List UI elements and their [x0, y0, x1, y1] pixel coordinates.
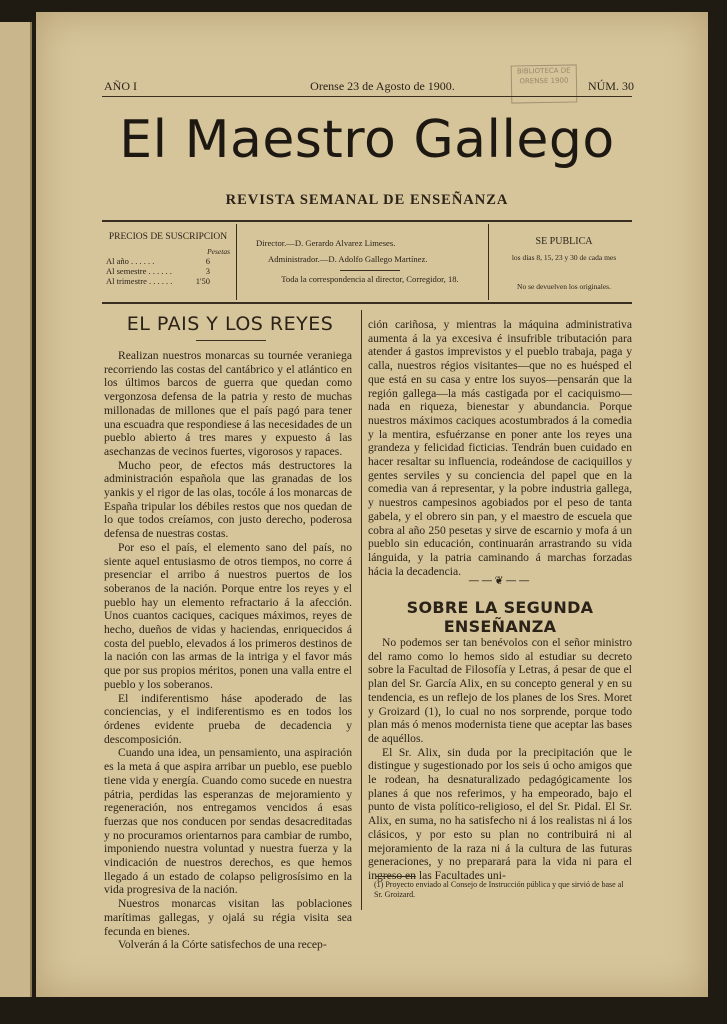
article1-paragraph: Nuestros monarcas visitan las poblaciones marítimas gallegas, y ojalá su régia visita sea fecunda en bienes. — [104, 897, 352, 938]
article2-body — [368, 636, 632, 883]
price-row — [106, 276, 230, 286]
info-top-rule — [102, 220, 632, 222]
footnote: (1) Proyecto enviado al Consejo de Instrucción pública y que sirvió de base al Sr. Groizard. — [374, 880, 624, 899]
dateline: Orense 23 de Agosto de 1900. — [310, 79, 455, 93]
price-label: Al trimestre . . . . . . — [106, 276, 173, 286]
price-row — [106, 256, 230, 266]
article1-paragraph: Por eso el país, el elemento sano del país, no siente aquel entusiasmo de otros tiempos, no corre á presenciar el arribo á nuestros puertos de los soberanos de la nación. Porque entre los reyes y el pueblo hay un elemento refractario á la afección. Unos cuantos caciques, caciques máximos, reyes de hecho, dueños de vidas y haciendas, enriquecidos á costa del pueblo, elevados á los primeros destinos de la nación con las armas de la intriga y el favor más que por sus propios méritos, ponen una valla entre el pueblo y los soberanos. — [104, 540, 352, 691]
article1-continuation — [368, 318, 632, 578]
article2-title: SOBRE LA SEGUNDA ENSEÑANZA — [406, 598, 594, 636]
issue-number: NÚM. 30 — [587, 79, 634, 93]
article1-paragraph: Volverán á la Córte satisfechos de una recep- — [118, 938, 327, 952]
subscription-prices — [106, 232, 230, 286]
masthead-subtitle: REVISTA SEMANAL DE ENSEÑANZA — [225, 192, 509, 208]
article1-paragraph: Cuando una idea, un pensamiento, una aspiración es la meta á que aspira arribar un pueblo, ese pueblo tiene vida y energía. Cuando como sucede en nuestra pátria, perdidas las esperanzas de mejoramiento y regeneración, nos entregamos vencidos á esas fuerzas que nos conducen por sendas desacreditadas y no procuramos orientarnos para cambiar de rumbo, imponiendo nuestra voluntad y nuestra fuerza y la vindicación de nuestros derechos, es que hemos llegado á un estado de colapso peligrosísimo en la vida progresiva de la nación. — [104, 746, 352, 897]
article1-title: EL PAIS Y LOS REYES — [126, 313, 334, 335]
article1-paragraph: Mucho peor, de efectos más destructores la administración española que las granadas de los yankis y el rigor de las olas, tocóle á los monarcas de España tripular los débiles restos que nos quedan de lo que todos creíamos, con justo derecho, poderosa defensa de nuestras costas. — [104, 458, 352, 541]
article1-body — [104, 349, 352, 952]
price-label: Al semestre . . . . . . — [106, 266, 172, 276]
newspaper-page — [36, 12, 708, 997]
adjacent-page-edge — [0, 22, 32, 997]
price-value: 3 — [205, 266, 210, 276]
section-ornament: ——❦—— — [468, 574, 532, 587]
info-bottom-rule — [102, 302, 632, 304]
staff-info — [256, 238, 484, 284]
staff-separator — [340, 270, 400, 271]
prices-title: PRECIOS DE SUSCRIPCION — [108, 232, 228, 242]
administrator-line: Administrador.—D. Adolfo Gallego Martínez. — [268, 254, 428, 264]
director-line: Director.—D. Gerardo Alvarez Limeses. — [256, 238, 396, 248]
publish-title: SE PUBLICA — [535, 236, 593, 247]
article2-paragraph: El Sr. Alix, sin duda por la precipitación que le distingue y sugestionado por los seis ú ocho amigos que le rodean, ha desnaturalizado pedagógicamente los planes á que nos referimos, y ha empeorado, bajo el punto de vista político-religioso, el del Sr. Pidal. El Sr. Alix, en suma, no ha satisfecho ni á los realistas ni á los clásicos, y por esto su plan no contribuirá ni al mejoramiento de la raza ni á la cultura de las futuras generaciones, y no preparará para la vida ni para el ingreso en las Facultades uni- — [368, 745, 632, 882]
volume-label: AÑO I — [104, 79, 137, 93]
column-divider — [361, 310, 362, 910]
info-divider-2 — [488, 224, 489, 300]
price-row — [106, 266, 230, 276]
footnote-rule — [376, 876, 416, 877]
header-rule — [102, 96, 632, 97]
publish-days: los días 8, 15, 23 y 30 de cada mes — [511, 253, 617, 262]
price-label: Al año . . . . . . — [106, 256, 155, 266]
correspondence-line: Toda la correspondencia al director, Corregidor, 18. — [281, 274, 459, 284]
no-return-note: No se devuelven los originales. — [517, 282, 611, 291]
masthead-title: El Maestro Gallego — [119, 110, 615, 170]
article1-title-rule — [196, 340, 266, 341]
library-stamp: BIBLIOTECA DE ORENSE 1900 — [511, 64, 578, 103]
publication-info — [494, 236, 634, 291]
price-list — [106, 256, 230, 286]
continuation-paragraph: ción cariñosa, y mientras la máquina administrativa aumenta á la ya excesiva é insufrible tributación para atender á gastos imprevistos y el pueblo trabaja, paga y calla, nuestros régios visitantes—que no es huésped el que está en su casa y entre los suyos—pensarán que la región gallega—la más castigada por el caciquismo—nada en riqueza, bienestar y abundancia. Porque nuestros máximos caciques acostumbrados á la comedia y la mentira, esfuérzanse en poner ante los reyes una grandeza y felicidad ficticias. Tendrán buen cuidado en hacer resaltar su influencia, rodeándose de caciquillos y gentes serviles y su conciencia del papel que en la comedia van á representar, y la pobre industria gallega, y nuestros campesinos agobiados por el peso de tanta gabela, y el obrero sin pan, y el maestro de escuela que cobra al año 250 pesetas y sirve de escarnio y mofa á un pueblo sin educación, continuarán arrastrando su vida lánguida, y la patria caminando á marchas forzadas hácia la decadencia. — [368, 318, 632, 578]
price-value: 1'50 — [195, 276, 210, 286]
article2-paragraph: No podemos ser tan benévolos con el señor ministro del ramo como lo hemos sido al estudiar su decreto sobre la Facultad de Filosofía y Letras, á pesar de que el plan del Sr. García Alix, en su concepto general y en su tendencia, es un reflejo de los planes de los Sres. Moret y Groizard (1), lo cual no nos sorprende, porque todo plan más ó menos modernista tiene que aceptar las bases de aquéllos. — [368, 636, 632, 745]
article1-paragraph: El indiferentismo háse apoderado de las conciencias, y el indiferentismo es en todos los órdenes evidente prueba de decadencia y descomposición. — [104, 691, 352, 746]
price-value: 6 — [205, 256, 210, 266]
info-divider-1 — [236, 224, 237, 300]
article1-paragraph: Realizan nuestros monarcas su tournée veraniega recorriendo las costas del cantábrico y el atlántico en los últimos barcos de guerra que quedan como vergonzosa defensa de la patria y resto de muchas millonadas de millones que el país pagó para tener una escuadra que respondiese á las necesidades de un pueblo abierto á tres mares y expuesto á las asechanzas de vecinos fuertes, vigorosos y rapaces. — [104, 349, 352, 458]
currency-label: Pesetas — [207, 247, 230, 256]
